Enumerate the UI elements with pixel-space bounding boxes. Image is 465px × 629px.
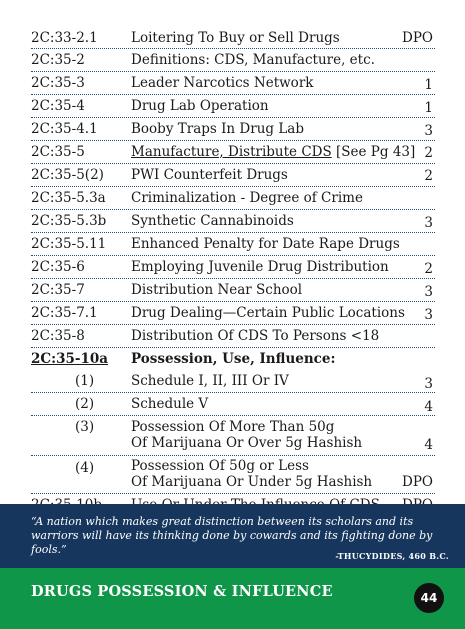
quote-author: -THUCYDIDES, 460 B.C. bbox=[335, 551, 449, 561]
penalty-degree: 3 bbox=[424, 123, 433, 139]
statute-description: Distribution Near School bbox=[131, 282, 303, 298]
penalty-degree: 1 bbox=[424, 100, 433, 116]
table-row bbox=[31, 210, 435, 233]
footer-band bbox=[0, 568, 465, 629]
statute-code: 2C:35-6 bbox=[31, 259, 85, 275]
table-row bbox=[31, 187, 435, 210]
statute-description-line2: Of Marijuana Or Over 5g Hashish bbox=[131, 435, 363, 451]
statute-code: 2C:33-2.1 bbox=[31, 30, 98, 46]
statute-description: Schedule V bbox=[131, 396, 209, 412]
table-row bbox=[31, 456, 435, 494]
statute-description: Synthetic Cannabinoids bbox=[131, 213, 294, 229]
statute-description: PWI Counterfeit Drugs bbox=[131, 167, 288, 183]
statute-code: 2C:35-5.3b bbox=[31, 213, 107, 229]
statute-description bbox=[131, 144, 415, 160]
statute-code: 2C:35-10a bbox=[31, 351, 109, 367]
penalty-degree: DPO bbox=[402, 30, 433, 46]
table-row bbox=[31, 72, 435, 95]
penalty-degree: 3 bbox=[424, 215, 433, 231]
statute-code: 2C:35-5(2) bbox=[31, 167, 104, 183]
subsection-number: (1) bbox=[75, 373, 95, 389]
statute-description: Loitering To Buy or Sell Drugs bbox=[131, 30, 340, 46]
penalty-degree: 3 bbox=[424, 376, 433, 392]
penalty-degree: 3 bbox=[424, 307, 433, 323]
table-row bbox=[31, 302, 435, 325]
table-row bbox=[31, 256, 435, 279]
statute-description: Possession, Use, Influence: bbox=[131, 351, 336, 367]
statute-description: Enhanced Penalty for Date Rape Drugs bbox=[131, 236, 400, 252]
penalty-degree: DPO bbox=[402, 474, 433, 490]
statute-description: Definitions: CDS, Manufacture, etc. bbox=[131, 52, 375, 68]
table-row bbox=[31, 164, 435, 187]
statute-description: Leader Narcotics Network bbox=[131, 75, 314, 91]
statute-description: Distribution Of CDS To Persons <18 bbox=[131, 328, 380, 344]
section-heading-row bbox=[31, 348, 435, 370]
statute-code: 2C:35-5 bbox=[31, 144, 85, 160]
statute-description: Drug Dealing—Certain Public Locations bbox=[131, 305, 405, 321]
statute-code: 2C:35-7.1 bbox=[31, 305, 98, 321]
statute-code: 2C:35-3 bbox=[31, 75, 85, 91]
statute-description: Possession Of 50g or Less bbox=[131, 458, 309, 474]
statute-description: Schedule I, II, III Or IV bbox=[131, 373, 289, 389]
statute-description: Drug Lab Operation bbox=[131, 98, 269, 114]
statute-code: 2C:35-4 bbox=[31, 98, 85, 114]
quote-band bbox=[0, 504, 465, 568]
table-row bbox=[31, 27, 435, 49]
table-row bbox=[31, 118, 435, 141]
page-reference: [See Pg 43] bbox=[331, 144, 416, 160]
statute-description: Booby Traps In Drug Lab bbox=[131, 121, 304, 137]
statute-code: 2C:35-5.3a bbox=[31, 190, 106, 206]
penalty-degree: 2 bbox=[424, 145, 433, 161]
statute-description: Employing Juvenile Drug Distribution bbox=[131, 259, 389, 275]
table-row bbox=[31, 279, 435, 302]
table-row bbox=[31, 233, 435, 256]
penalty-degree: 4 bbox=[424, 399, 433, 415]
statute-code: 2C:35-5.11 bbox=[31, 236, 107, 252]
table-row bbox=[31, 141, 435, 164]
page-number-badge: 44 bbox=[414, 583, 444, 613]
table-row bbox=[31, 95, 435, 118]
statute-table bbox=[31, 27, 435, 515]
subsection-number: (3) bbox=[75, 419, 95, 435]
penalty-degree: 1 bbox=[424, 77, 433, 93]
table-row bbox=[31, 416, 435, 456]
penalty-degree: 2 bbox=[424, 261, 433, 277]
statute-description-line2: Of Marijuana Or Under 5g Hashish bbox=[131, 474, 373, 490]
statute-code: 2C:35-8 bbox=[31, 328, 85, 344]
table-row bbox=[31, 49, 435, 72]
penalty-degree: 2 bbox=[424, 168, 433, 184]
statute-description-link[interactable]: Manufacture, Distribute CDS bbox=[131, 144, 332, 160]
penalty-degree: 4 bbox=[424, 437, 433, 453]
statute-code: 2C:35-4.1 bbox=[31, 121, 98, 137]
table-row bbox=[31, 325, 435, 348]
table-row bbox=[31, 370, 435, 393]
section-title: DRUGS POSSESSION & INFLUENCE bbox=[31, 583, 333, 600]
subsection-number: (2) bbox=[75, 396, 95, 412]
statute-description: Criminalization - Degree of Crime bbox=[131, 190, 363, 206]
quote-text: “A nation which makes great distinction between its scholars and its warriors will have its thinking done by cowards and its fighting done by fools.” bbox=[31, 515, 433, 556]
penalty-degree: 3 bbox=[424, 284, 433, 300]
statute-description: Possession Of More Than 50g bbox=[131, 419, 335, 435]
table-row bbox=[31, 393, 435, 416]
statute-code: 2C:35-7 bbox=[31, 282, 85, 298]
statute-code: 2C:35-2 bbox=[31, 52, 85, 68]
subsection-number: (4) bbox=[75, 460, 95, 476]
